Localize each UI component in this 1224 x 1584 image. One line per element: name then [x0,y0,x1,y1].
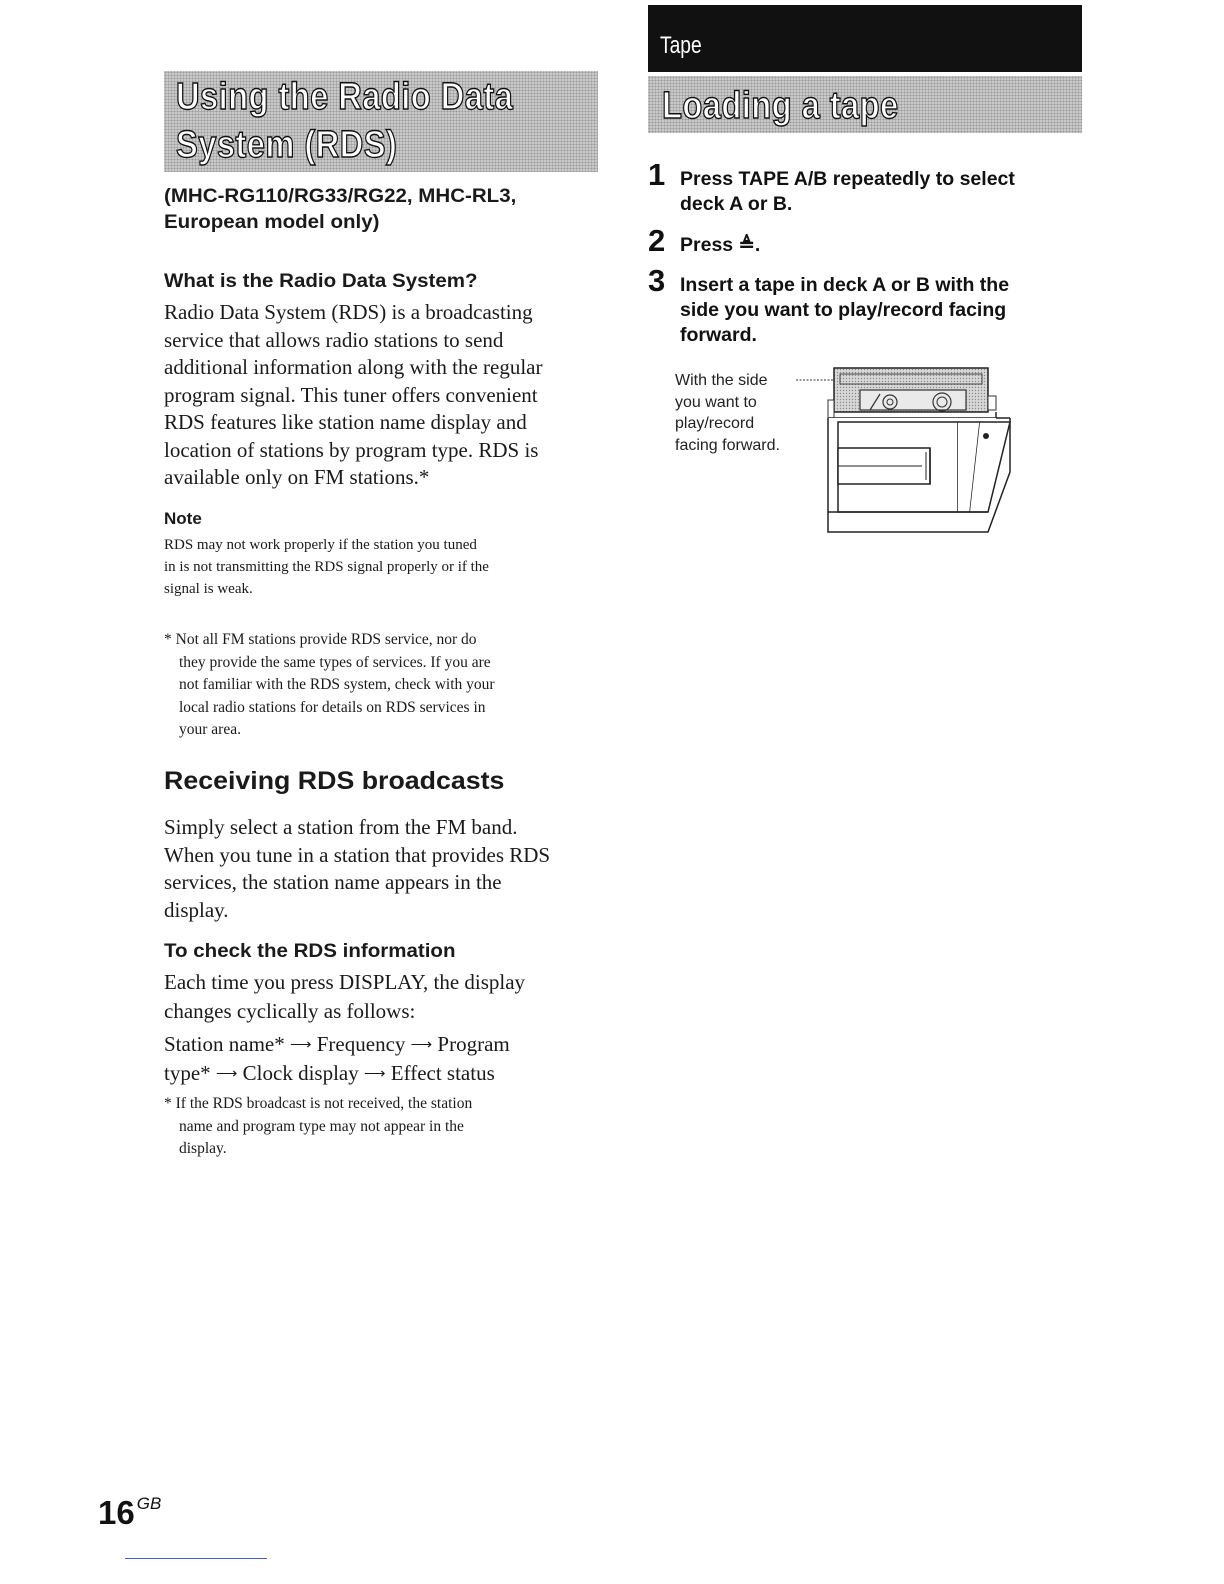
check-rds-paragraph [164,968,604,1026]
what-is-rds-paragraph [164,299,604,492]
text-line: services, the station name appears in the [164,870,502,894]
cycle-line-1 [164,1031,604,1060]
text-line: play/record [675,415,755,432]
text-line: forward. [680,324,757,346]
text-line: facing forward. [675,436,780,454]
arrow-right-icon: ⟶ [364,1065,386,1082]
text-line: location of stations by program type. RDS is [164,437,539,462]
text-line: in is not transmitting the RDS signal properly or if the [164,559,489,575]
illustration-caption [675,370,780,456]
text-line: * If the RDS broadcast is not received, the station [164,1095,473,1112]
text-line: signal is weak. [164,581,253,597]
step-number-1: 1 [648,157,666,192]
text-line: not familiar with the RDS system, check with your [179,676,495,693]
cycle-effect-status: Effect status [390,1060,495,1085]
step-number-2: 2 [648,223,666,258]
cycle-line-2 [164,1060,604,1089]
section-title-tape: Loading a tape [662,85,899,127]
cycle-frequency: Frequency [316,1032,406,1056]
receiving-rds-paragraph [164,814,604,924]
text-line: they provide the same types of services. If you are [179,653,491,671]
step-2-text: Press ≜. [680,234,761,256]
text-line: * Not all FM stations provide RDS service, nor do [164,631,477,648]
step-3-text [680,273,1080,348]
page-number [98,1484,161,1533]
step-number-3: 3 [648,263,666,298]
text-line: side you want to play/record facing [680,299,1007,321]
cycle-program: Program [437,1032,510,1056]
text-line: deck A or B. [680,193,793,215]
text-line: With the side [675,372,768,389]
text-line: changes cyclically as follows: [164,999,416,1023]
chapter-tab-bar [648,5,1082,72]
arrow-right-icon: ⟶ [410,1037,433,1053]
text-line: RDS features like station name display and [164,410,527,434]
text-line: Insert a tape in deck A or B with the [680,274,1010,296]
page-number-suffix: GB [136,1494,162,1513]
receiving-rds-heading: Receiving RDS broadcasts [164,767,505,795]
text-line: you want to [675,393,757,411]
display-cycle [164,1031,604,1088]
footnote-rds-not-received [164,1093,604,1161]
text-line: service that allows radio stations to send [164,327,504,352]
text-line: program signal. This tuner offers convenient [164,382,538,407]
text-line: Radio Data System (RDS) is a broadcasting [164,300,533,324]
models-note-line1: (MHC-RG110/RG33/RG22, MHC-RL3, [164,186,517,207]
text-line: local radio stations for details on RDS services in [179,698,486,716]
check-rds-heading: To check the RDS information [164,941,456,962]
text-line: Each time you press DISPLAY, the display [164,970,526,994]
text-line: name and program type may not appear in the [179,1117,464,1135]
note-paragraph [164,534,604,600]
arrow-right-icon: ⟶ [215,1065,238,1082]
arrow-right-icon: ⟶ [289,1037,312,1053]
text-line: available only on FM stations.* [164,465,430,489]
footnote-rds-services [164,629,604,742]
text-line: When you tune in a station that provides RDS [164,842,551,867]
cycle-clock-display: Clock display [242,1060,359,1085]
text-line: Press TAPE A/B repeatedly to select [680,168,1015,190]
page-number-value: 16 [98,1494,135,1531]
models-note-line2: European model only) [164,212,380,233]
cycle-station-name: Station name* [164,1032,285,1056]
footer-rule [125,1558,267,1559]
note-heading: Note [164,509,202,528]
section-title-rds-line1: Using the Radio Data [176,76,514,118]
text-line: display. [179,1140,227,1157]
text-line: RDS may not work properly if the station you tuned [164,537,477,553]
step-1-text [680,167,1080,217]
cycle-type: type* [164,1060,211,1085]
tape-deck-illustration [782,362,1018,538]
text-line: Simply select a station from the FM band. [164,815,518,839]
text-line: your area. [179,721,241,738]
text-line: additional information along with the regular [164,355,543,379]
section-title-rds-line2: System (RDS) [176,124,398,166]
what-is-rds-heading: What is the Radio Data System? [164,271,478,292]
chapter-tab-label: Tape [660,32,702,59]
text-line: display. [164,897,229,922]
